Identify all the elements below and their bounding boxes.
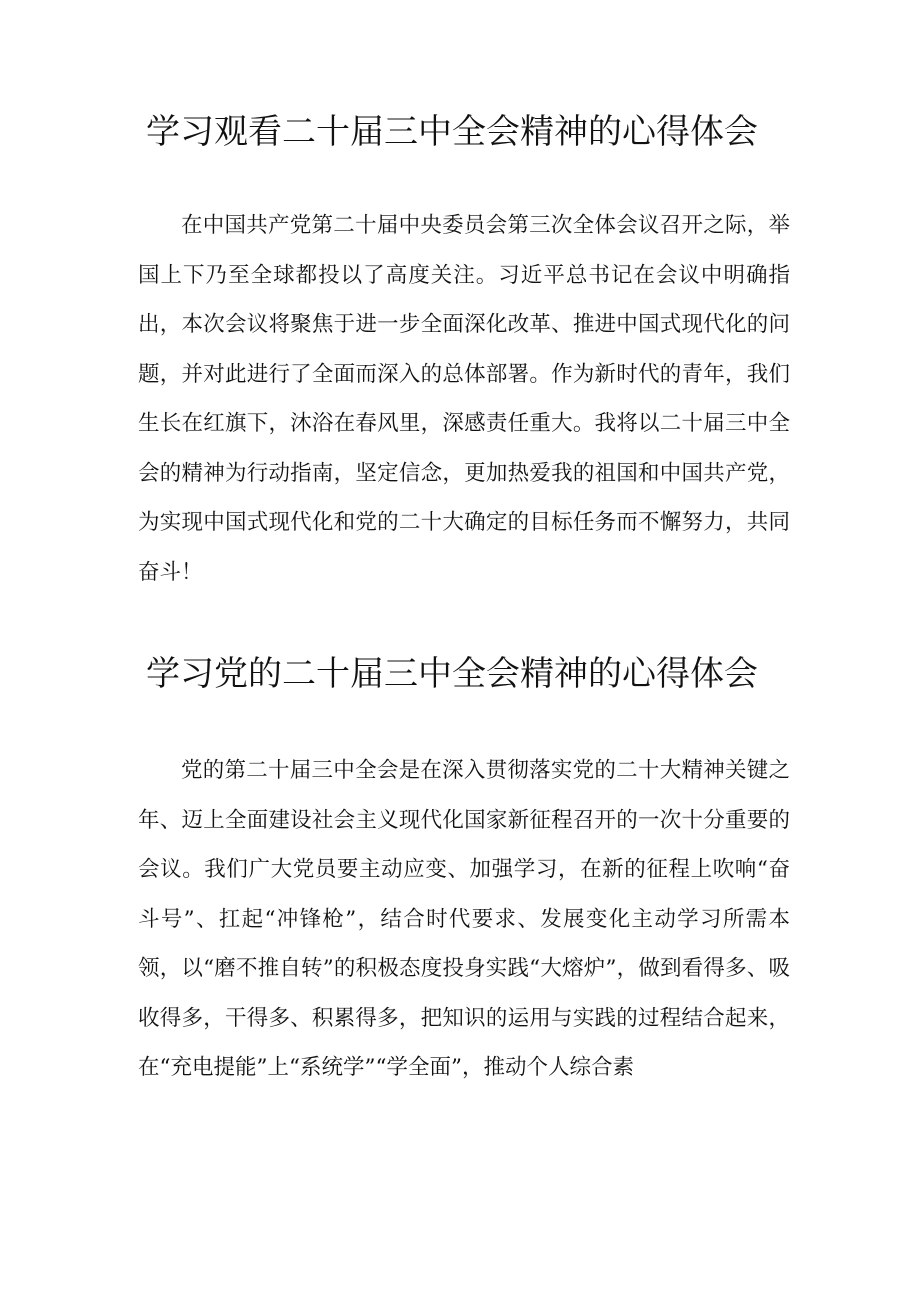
essay-body-1: 在中国共产党第二十届中央委员会第三次全体会议召开之际，举国上下乃至全球都投以了高度关注。习近平总书记在会议中明确指出，本次会议将聚焦于进一步全面深化改革、推进中国式现代化的问题，并对此进行了全面而深入的总体部署。作为新时代的青年，我们生长在红旗下，沐浴在春风里，深感责任重大。我将以二十届三中全会的精神为行动指南，坚定信念，更加热爱我的祖国和中国共产党，为实现中国式现代化和党的二十大确定的目标任务而不懈努力，共同奋斗！ (138, 213, 790, 585)
essay-title-2: 学习党的二十届三中全会精神的心得体会 (146, 654, 758, 694)
essay-body-2: 党的第二十届三中全会是在深入贯彻落实党的二十大精神关键之年、迈上全面建设社会主义现代化国家新征程召开的一次十分重要的会议。我们广大党员要主动应变、加强学习，在新的征程上吹响“奋斗号”、扛起“冲锋枪”，结合时代要求、发展变化主动学习所需本领，以“磨不推自转”的积极态度投身实践“大熔炉”，做到看得多、吸收得多，干得多、积累得多，把知识的运用与实践的过程结合起来，在“充电提能”上“系统学”“学全面”，推动个人综合素 (138, 758, 790, 1080)
essay-title-1: 学习观看二十届三中全会精神的心得体会 (146, 112, 758, 152)
